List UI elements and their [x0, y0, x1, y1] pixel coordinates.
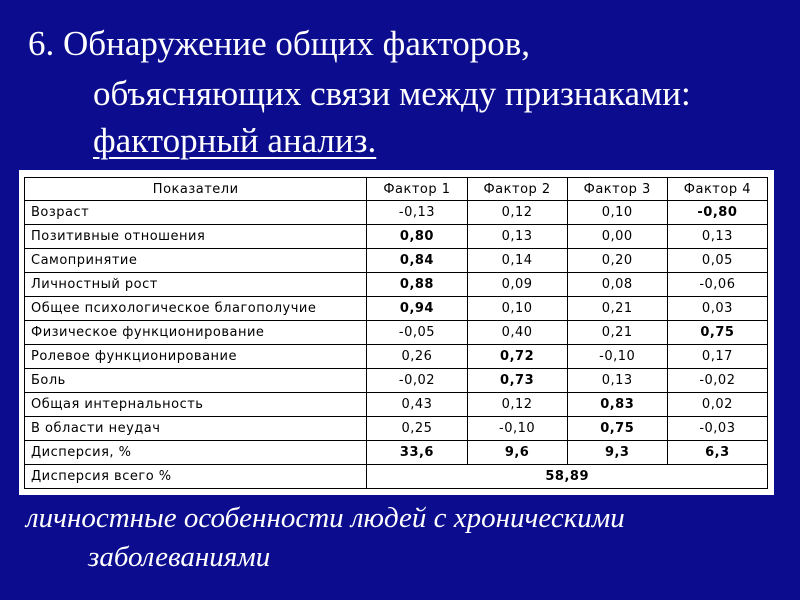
cell-factor-2: 0,72: [467, 345, 567, 369]
table-header-row: [25, 178, 768, 201]
cell-factor-2: 0,40: [467, 321, 567, 345]
table-row: [25, 369, 768, 393]
cell-factor-1: -0,05: [367, 321, 467, 345]
row-label: Возраст: [25, 201, 367, 225]
cell-factor-2: 0,12: [467, 393, 567, 417]
footer-line-1: личностные особенности людей с хроническими: [26, 502, 625, 534]
cell-factor-1: 0,80: [367, 225, 467, 249]
cell-factor-1: 0,94: [367, 297, 467, 321]
table-row: [25, 273, 768, 297]
cell-factor-2: 0,12: [467, 201, 567, 225]
factor-loadings-table: [24, 177, 768, 489]
cell-factor-2: 9,6: [467, 441, 567, 465]
table-row-total: [25, 465, 768, 489]
cell-factor-3: 9,3: [567, 441, 667, 465]
table-row: [25, 225, 768, 249]
cell-factor-4: 0,17: [667, 345, 767, 369]
footer-line-2: заболеваниями: [88, 541, 271, 573]
row-label: Личностный рост: [25, 273, 367, 297]
cell-factor-4: -0,06: [667, 273, 767, 297]
cell-factor-1: 0,43: [367, 393, 467, 417]
cell-factor-2: -0,10: [467, 417, 567, 441]
cell-factor-4: 6,3: [667, 441, 767, 465]
row-label: Общее психологическое благополучие: [25, 297, 367, 321]
cell-factor-3: 0,13: [567, 369, 667, 393]
cell-factor-4: 0,05: [667, 249, 767, 273]
table-row: [25, 417, 768, 441]
table-row: [25, 201, 768, 225]
table-row: [25, 321, 768, 345]
cell-factor-1: 33,6: [367, 441, 467, 465]
table-row: [25, 393, 768, 417]
cell-factor-3: 0,21: [567, 297, 667, 321]
cell-factor-4: -0,03: [667, 417, 767, 441]
cell-factor-1: 0,88: [367, 273, 467, 297]
cell-factor-1: 0,26: [367, 345, 467, 369]
row-label: В области неудач: [25, 417, 367, 441]
factor-table-container: [19, 170, 774, 495]
row-label: Позитивные отношения: [25, 225, 367, 249]
header-factor-1: Фактор 1: [367, 178, 467, 201]
row-label: Общая интернальность: [25, 393, 367, 417]
total-label: Дисперсия всего %: [25, 465, 367, 489]
row-label: Ролевое функционирование: [25, 345, 367, 369]
cell-factor-1: -0,13: [367, 201, 467, 225]
cell-factor-4: 0,03: [667, 297, 767, 321]
cell-factor-1: 0,25: [367, 417, 467, 441]
row-label: Самопринятие: [25, 249, 367, 273]
title-line-3: факторный анализ.: [93, 121, 377, 160]
title-line-2: объясняющих связи между признаками:: [93, 74, 691, 113]
cell-factor-3: 0,75: [567, 417, 667, 441]
header-factor-4: Фактор 4: [667, 178, 767, 201]
cell-factor-4: -0,80: [667, 201, 767, 225]
header-factor-3: Фактор 3: [567, 178, 667, 201]
table-row: [25, 249, 768, 273]
cell-factor-3: 0,00: [567, 225, 667, 249]
cell-factor-1: 0,84: [367, 249, 467, 273]
title-line-1: 6. Обнаружение общих факторов,: [28, 24, 531, 63]
cell-factor-3: -0,10: [567, 345, 667, 369]
cell-factor-2: 0,13: [467, 225, 567, 249]
header-indicators: Показатели: [25, 178, 367, 201]
row-label: Физическое функционирование: [25, 321, 367, 345]
cell-factor-2: 0,73: [467, 369, 567, 393]
cell-factor-4: -0,02: [667, 369, 767, 393]
cell-factor-3: 0,10: [567, 201, 667, 225]
total-value: 58,89: [367, 465, 768, 489]
header-factor-2: Фактор 2: [467, 178, 567, 201]
cell-factor-1: -0,02: [367, 369, 467, 393]
cell-factor-4: 0,02: [667, 393, 767, 417]
cell-factor-3: 0,20: [567, 249, 667, 273]
cell-factor-3: 0,08: [567, 273, 667, 297]
cell-factor-3: 0,83: [567, 393, 667, 417]
row-label: Дисперсия, %: [25, 441, 367, 465]
row-label: Боль: [25, 369, 367, 393]
table-row: [25, 345, 768, 369]
table-row: [25, 297, 768, 321]
cell-factor-4: 0,13: [667, 225, 767, 249]
cell-factor-4: 0,75: [667, 321, 767, 345]
cell-factor-2: 0,09: [467, 273, 567, 297]
cell-factor-3: 0,21: [567, 321, 667, 345]
cell-factor-2: 0,10: [467, 297, 567, 321]
table-row: [25, 441, 768, 465]
cell-factor-2: 0,14: [467, 249, 567, 273]
